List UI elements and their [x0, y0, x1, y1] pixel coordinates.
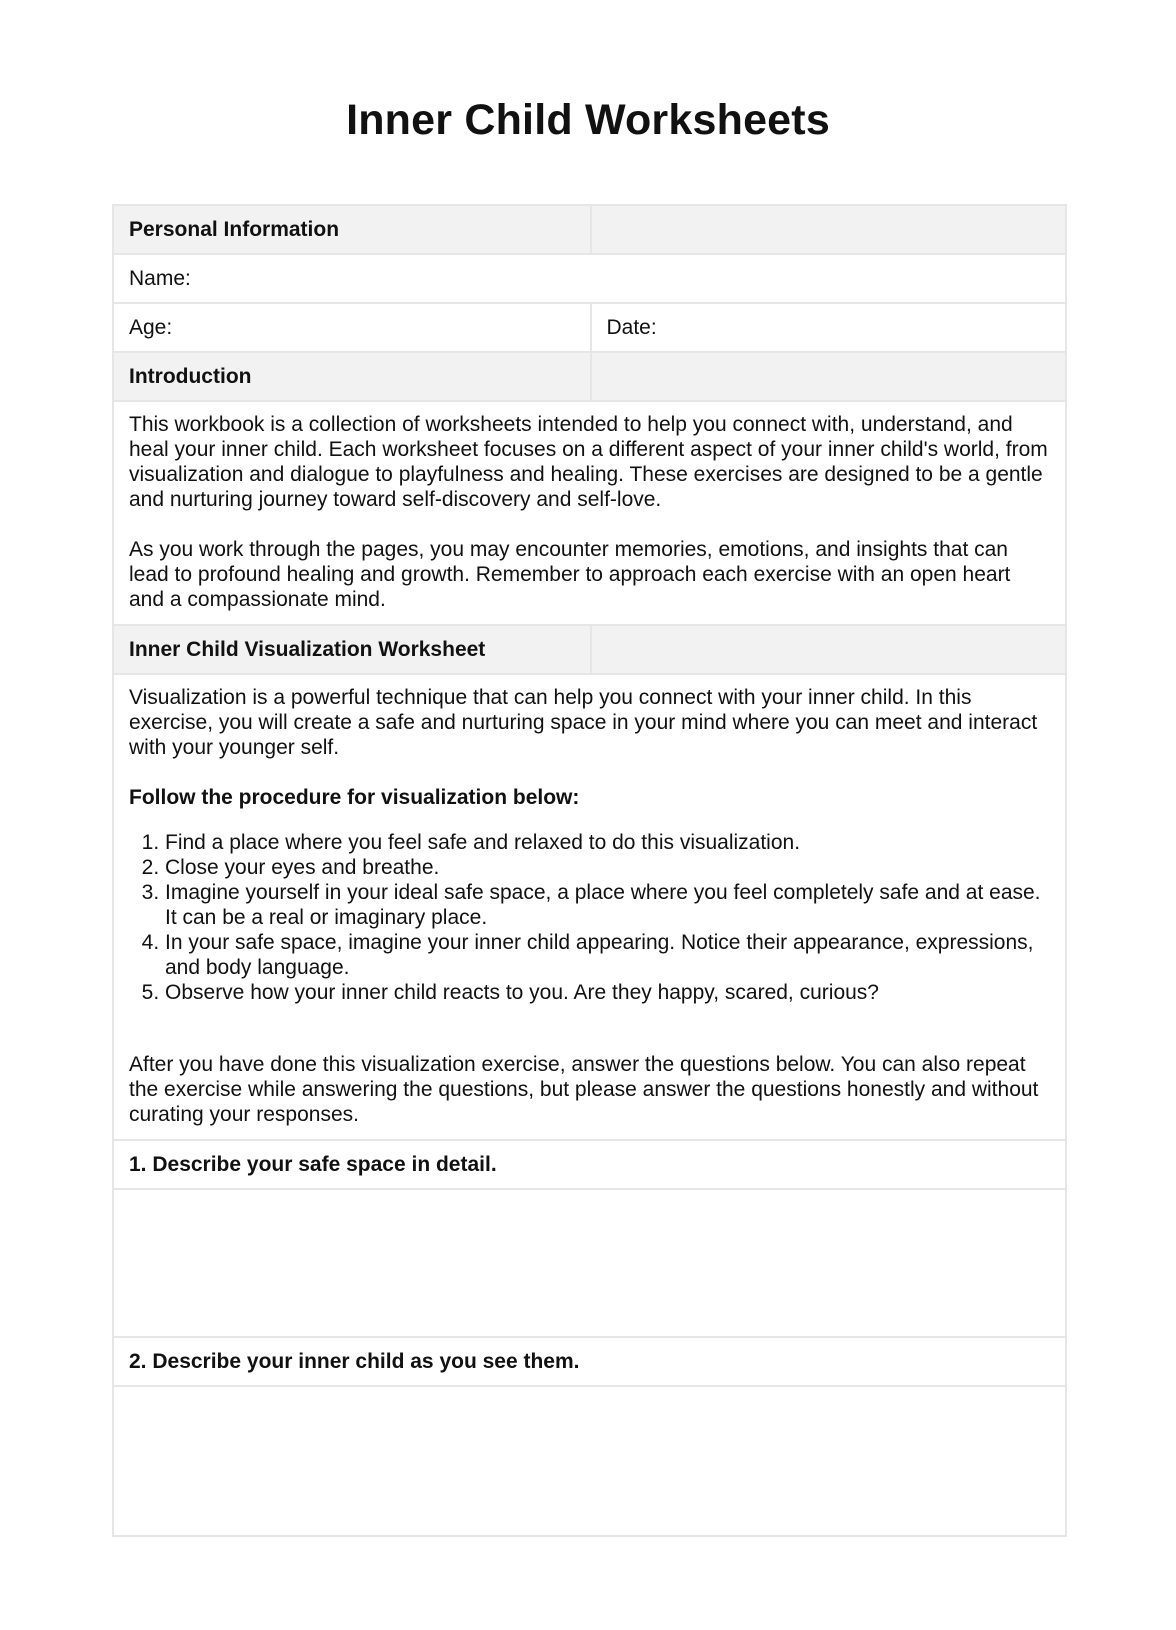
- name-label: Name:: [129, 266, 191, 290]
- age-date-row: [114, 304, 1065, 353]
- worksheet-table: [112, 204, 1067, 1537]
- question-row: [114, 1338, 1065, 1387]
- header-empty-cell: [590, 626, 1066, 673]
- procedure-steps: [129, 830, 1050, 1005]
- date-label: Date:: [606, 315, 657, 339]
- visualization-header: Inner Child Visualization Worksheet: [114, 626, 590, 673]
- visualization-intro: Visualization is a powerful technique that can help you connect with your inner child. In this exercise, you will create a safe and nurturing space in your mind where you can meet and interact with your younger self.: [129, 686, 1038, 759]
- question-1-answer-field[interactable]: [114, 1190, 1065, 1336]
- personal-info-header-row: [114, 206, 1065, 255]
- name-row: [114, 255, 1065, 304]
- procedure-step: 4. In your safe space, imagine your inner child appearing. Notice their appearance, expressions, and body language.: [165, 930, 1050, 980]
- procedure-step: 5. Observe how your inner child reacts to you. Are they happy, scared, curious?: [165, 980, 1050, 1005]
- header-empty-cell: [590, 206, 1066, 253]
- personal-info-header: Personal Information: [114, 206, 590, 253]
- introduction-header: Introduction: [114, 353, 590, 400]
- introduction-body: [114, 402, 1065, 624]
- introduction-header-row: [114, 353, 1065, 402]
- question-2-label: 2. Describe your inner child as you see them.: [129, 1349, 580, 1373]
- introduction-paragraph: As you work through the pages, you may encounter memories, emotions, and insights that can lead to profound healing and growth. Remember to approach each exercise with an open heart and a compassionate mind.: [129, 538, 1011, 611]
- introduction-paragraph: This workbook is a collection of worksheets intended to help you connect with, understand, and heal your inner child. Each worksheet focuses on a different aspect of your inner child's world, from visualization and dialogue to playfulness and healing. These exercises are designed to be a gentle and nurturing journey toward self-discovery and self-love.: [129, 413, 1048, 511]
- procedure-step: 3. Imagine yourself in your ideal safe space, a place where you feel completely safe and at ease. It can be a real or imaginary place.: [165, 880, 1050, 930]
- header-empty-cell: [590, 353, 1066, 400]
- procedure-step: 1. Find a place where you feel safe and relaxed to do this visualization.: [165, 830, 1050, 855]
- answer-row: [114, 1190, 1065, 1338]
- procedure-step: 2. Close your eyes and breathe.: [165, 855, 1050, 880]
- introduction-body-row: [114, 402, 1065, 626]
- visualization-header-row: [114, 626, 1065, 675]
- age-label: Age:: [129, 315, 173, 339]
- page-title: Inner Child Worksheets: [346, 96, 830, 144]
- visualization-body-row: [114, 675, 1065, 1141]
- name-field[interactable]: [114, 255, 1065, 302]
- question-row: [114, 1141, 1065, 1190]
- visualization-body: [114, 675, 1065, 1139]
- procedure-heading: Follow the procedure for visualization below:: [129, 786, 580, 809]
- age-field[interactable]: [114, 304, 590, 351]
- date-field[interactable]: [590, 304, 1066, 351]
- question-1-label: 1. Describe your safe space in detail.: [129, 1152, 497, 1176]
- answer-row: [114, 1387, 1065, 1535]
- after-exercise-text: After you have done this visualization exercise, answer the questions below. You can also repeat the exercise while answering the questions, but please answer the questions honestly and without curating your responses.: [129, 1053, 1039, 1126]
- question-2-answer-field[interactable]: [114, 1387, 1065, 1535]
